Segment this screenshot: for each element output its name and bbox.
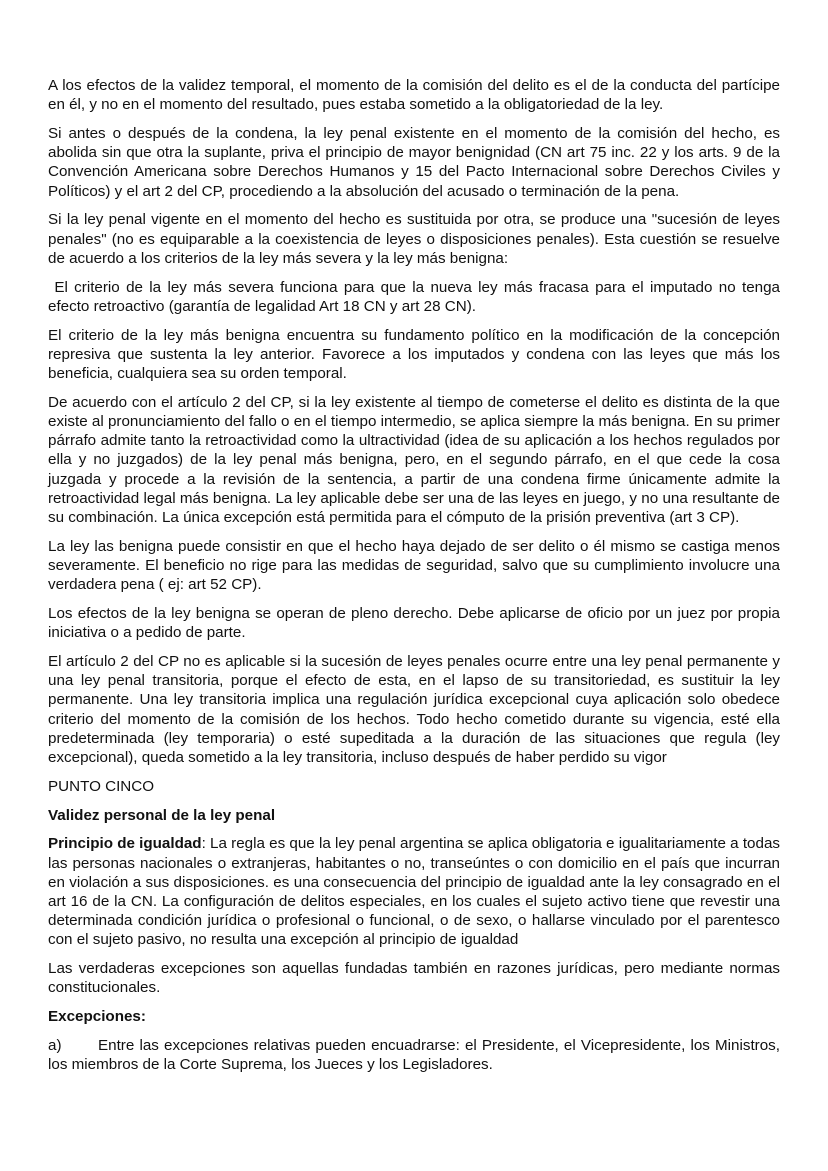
paragraph-abolished-law: Si antes o después de la condena, la ley penal existente en el momento de la comisión del hecho, es abolida sin que otra la suplante, priva el principio de mayor benignidad (CN art 75 inc. 22 y los arts. 9 de la Convención Americana sobre Derechos Humanos y 15 del Pacto Internacional sobre Derechos Civiles y Políticos) y el art 2 del CP, procediendo a la absolución del acusado o terminación de la pena. (48, 125, 780, 200)
paragraph-transitory-law: El artículo 2 del CP no es aplicable si la sucesión de leyes penales ocurre entre una ley penal permanente y una ley penal transitoria, porque el efecto de esta, en el lapso de su transitoriedad, es sustituir la ley permanente. Una ley transitoria implica una regulación jurídica excepcional cuya aplicación solo obedece criterio del momento de la comisión de los hechos. Todo hecho cometido durante su vigencia, esté ella predeterminada (ley temporaria) o esté supeditada a la duración de las situaciones que regula (ley excepcional), queda sometido a la ley transitoria, incluso después de haber perdido su vigor (48, 653, 780, 767)
paragraph-benign-law-content: La ley las benigna puede consistir en que el hecho haya dejado de ser delito o él mismo se castiga menos severamente. El beneficio no rige para las medidas de seguridad, salvo que su cumplimiento involucre una verdadera pena ( ej: art 52 CP). (48, 537, 780, 594)
paragraph-temporal-validity: A los efectos de la validez temporal, el momento de la comisión del delito es el de la conducta del partícipe en él, y no en el momento del resultado, pues estaba sometido a la obligatoriedad de la ley. (48, 77, 780, 114)
paragraph-more-severe-law: El criterio de la ley más severa funciona para que la nueva ley más fracasa para el imputado no tenga efecto retroactivo (garantía de legalidad Art 18 CN y art 28 CN). (48, 278, 785, 315)
section-label: PUNTO CINCO (48, 777, 155, 795)
paragraph-more-benign-law: El criterio de la ley más benigna encuentra su fundamento político en la modificación de la concepción represiva que sustenta la ley anterior. Favorece a los imputados y condena con las leyes que más los beneficia, cualquiera sea su orden temporal. (48, 326, 780, 383)
equality-principle-text: : La regla es que la ley penal argentina se aplica obligatoria e igualitariamente a todas las personas nacionales o extranjeras, habitantes o no, transeúntes o con domicilio en el país que incurran en violación a sus disposiciones. es una consecuencia del principio de igualdad ante la ley consagrado en el art 16 de la CN. La configuración de delitos especiales, en los cuales el sujeto activo tiene que revestir una determinada condición jurídica o profesional o funcional, o de sexo, o hallarse vinculado por el parentesco con el sujeto pasivo, no resulta una excepción al principio de igualdad (48, 835, 780, 949)
list-item-a (48, 1036, 780, 1074)
section-heading: Validez personal de la ley penal (48, 806, 276, 824)
equality-principle-term: Principio de igualdad (48, 835, 202, 853)
paragraph-succession-of-laws: Si la ley penal vigente en el momento del hecho es sustituida por otra, se produce una "sucesión de leyes penales" (no es equiparable a la coexistencia de leyes o disposiciones penales). Esta cuestión se resuelve de acuerdo a los criterios de la ley más severa y la ley más benigna: (48, 211, 780, 267)
exceptions-heading: Excepciones: (48, 1008, 146, 1026)
paragraph-equality-principle (48, 834, 780, 949)
list-item-marker: a) (48, 1037, 62, 1055)
paragraph-article-2: De acuerdo con el artículo 2 del CP, si la ley existente al tiempo de cometerse el delito es distinta de la que existe al pronunciamiento del fallo o en el tiempo intermedio, se aplica siempre la más benigna. En su primer párrafo admite tanto la retroactividad como la ultractividad (idea de su aplicación a los hechos regulados por ella y no juzgados) de la ley penal más benigna, pero, en el segundo párrafo, en el que cede la cosa juzgada y procede a la revisión de la sentencia, a partir de una condena firme únicamente admite la retroactividad legal más benigna. La ley aplicable debe ser una de las leyes en juego, y no una resultante de su combinación. La única excepción está permitida para el cómputo de la prisión preventiva (art 3 CP). (48, 393, 780, 527)
paragraph-true-exceptions: Las verdaderas excepciones son aquellas fundadas también en razones jurídicas, pero mediante normas constitucionales. (48, 960, 780, 997)
paragraph-benign-law-effects: Los efectos de la ley benigna se operan de pleno derecho. Debe aplicarse de oficio por un juez por propia iniciativa o a pedido de parte. (48, 605, 780, 642)
list-item-text: Entre las excepciones relativas pueden encuadrarse: el Presidente, el Vicepresidente, los Ministros, los miembros de la Corte Suprema, los Jueces y los Legisladores. (48, 1037, 780, 1074)
